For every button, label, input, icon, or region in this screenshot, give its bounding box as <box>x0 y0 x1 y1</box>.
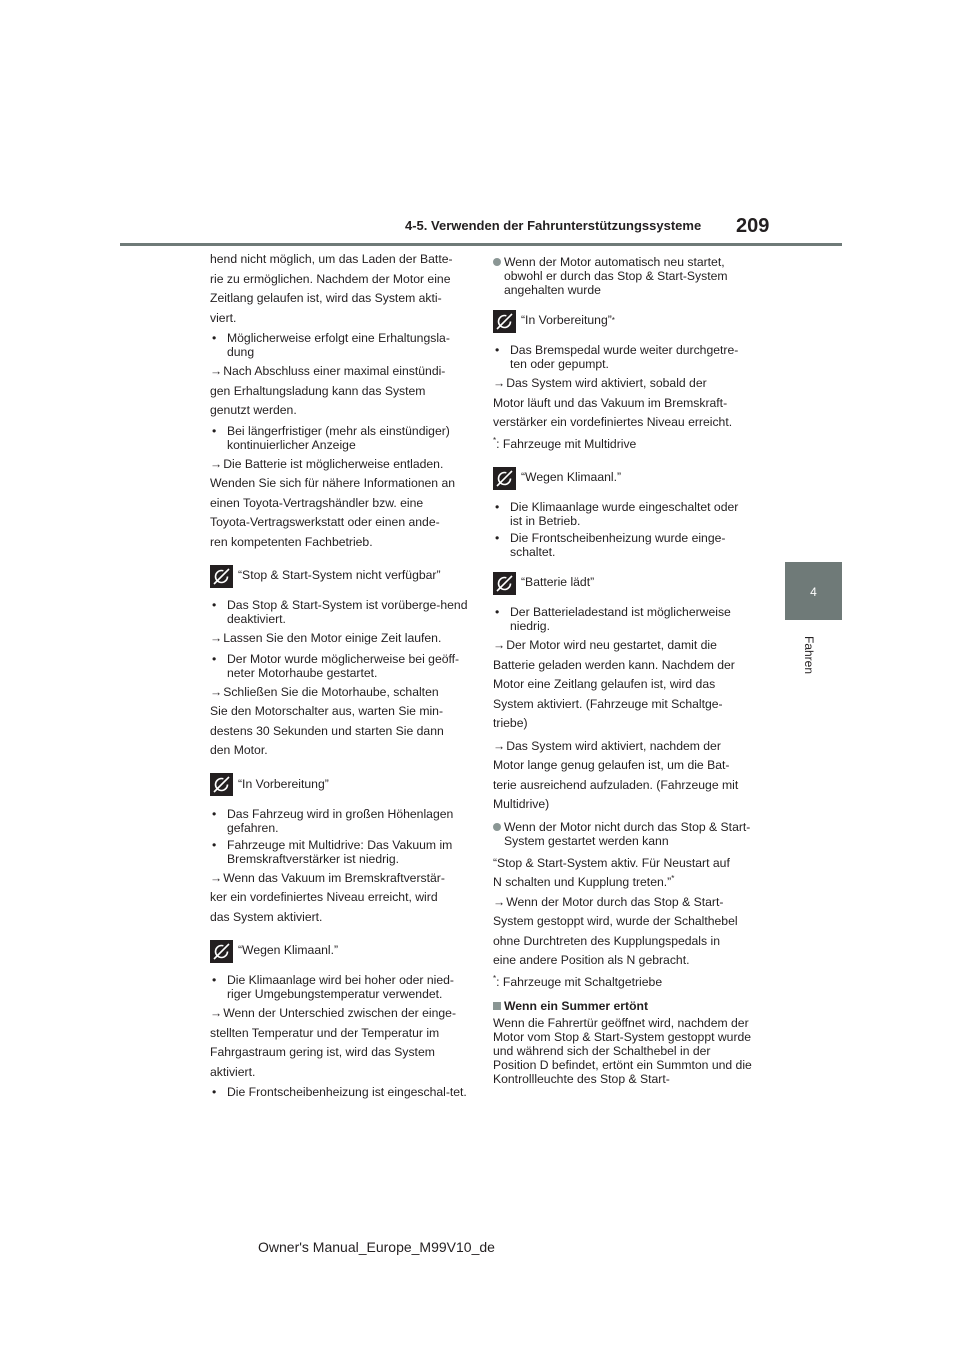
arrow-icon: → <box>210 456 223 471</box>
text-line: verstärker ein vordefiniertes Niveau erreicht. <box>493 415 733 429</box>
text-line: eine andere Position als N gebracht. <box>493 953 690 967</box>
paragraph: Wenn die Fahrertür geöffnet wird, nachdem der Motor vom Stop & Start-System gestoppt wurde und während sich der Schalthebel in der Position D befindet, ertönt ein Summton und die Kontrollleuchte des Stop & Start- <box>493 1016 752 1086</box>
text-line: Fahrgastraum gering ist, wird das System <box>210 1045 435 1059</box>
text-line: gen Erhaltungsladung kann das System <box>210 383 426 398</box>
arrow-line: →Wenn das Vakuum im Bremskraftverstär- <box>210 870 445 885</box>
text-line: System aktiviert. (Fahrzeuge mit Schaltge- <box>493 696 723 711</box>
arrow-icon: → <box>210 364 223 378</box>
indicator-message <box>493 571 753 595</box>
arrow-line: →Wenn der Unterschied zwischen der einge- <box>210 1006 456 1020</box>
arrow-icon: → <box>210 684 223 699</box>
arrow-line: →Der Motor wird neu gestartet, damit die <box>493 638 717 652</box>
arrow-line: →Nach Abschluss einer maximal einstündi- <box>210 364 446 378</box>
stop-start-off-icon <box>210 940 233 963</box>
chapter-label: Fahren <box>802 636 816 675</box>
page-number: 209 <box>736 215 770 237</box>
text-line: System gestoppt wird, wurde der Schalthebel <box>493 914 738 928</box>
text-line: genutzt werden. <box>210 403 297 417</box>
indicator-text: “Wegen Klimaanl.” <box>238 943 339 958</box>
text-line: aktiviert. <box>210 1064 256 1079</box>
indicator-text: “Stop & Start-System nicht verfügbar” <box>238 568 441 583</box>
arrow-line: →Lassen Sie den Motor einige Zeit laufen. <box>210 631 442 645</box>
footnote: *: Fahrzeuge mit Schaltgetriebe <box>493 973 663 989</box>
indicator-text: “In Vorbereitung” <box>238 776 329 791</box>
bullet-item: • Der Motor wurde möglicherweise bei geöff-neter Motorhaube gestartet. <box>210 652 470 680</box>
indicator-message: “In Vorbereitung” * <box>493 309 753 333</box>
text-line: Toyota-Vertragswerkstatt oder einen ande- <box>210 515 440 529</box>
text-line: triebe) <box>493 716 528 730</box>
bullet-item: • Das Stop & Start-System ist vorüberge-hend deaktiviert. <box>210 598 470 626</box>
indicator-message <box>493 466 753 490</box>
footnote-star: * <box>671 873 675 883</box>
text-line: ohne Durchtreten des Kupplungspedals in <box>493 933 720 948</box>
text-line: stellten Temperatur und der Temperatur im <box>210 1025 440 1040</box>
arrow-line: →Das System wird aktiviert, nachdem der <box>493 738 721 753</box>
text-line: Multidrive) <box>493 797 550 811</box>
text-line: terie ausreichend aufzuladen. (Fahrzeuge mit <box>493 777 739 792</box>
text-line: ker ein vordefiniertes Niveau erreicht, wird <box>210 890 438 904</box>
chapter-tab[interactable] <box>785 562 842 620</box>
text-line: N schalten und Kupplung treten.”* <box>493 873 675 889</box>
bullet-item: • Die Frontscheibenheizung wurde einge-schaltet. <box>493 531 753 559</box>
bullet-item: • Möglicherweise erfolgt eine Erhaltungsla-dung <box>210 331 470 359</box>
text-line: hend nicht möglich, um das Laden der Batte- <box>210 252 453 266</box>
bullet-item: • Das Bremspedal wurde weiter durchgetre-ten oder gepumpt. <box>493 343 753 371</box>
text-line: einen Toyota-Vertragshändler bzw. eine <box>210 495 424 510</box>
text-line: Sie den Motorschalter aus, warten Sie min- <box>210 704 444 718</box>
text-line: Motor lange genug gelaufen ist, um die Bat- <box>493 758 730 772</box>
indicator-message <box>210 564 470 588</box>
chapter-number: 4 <box>810 585 817 599</box>
subsection-heading: Wenn ein Summer ertönt <box>493 998 753 1014</box>
bullet-item: • Bei längerfristiger (mehr als einstündiger) kontinuierlicher Anzeige <box>210 424 470 452</box>
text-line: viert. <box>210 310 237 325</box>
stop-start-off-icon <box>493 310 516 333</box>
stop-start-off-icon <box>210 565 233 588</box>
arrow-line: →Schließen Sie die Motorhaube, schalten <box>210 684 439 699</box>
text-line: rie zu ermöglichen. Nachdem der Motor eine <box>210 271 451 286</box>
text-line: Motor läuft und das Vakuum im Bremskraft- <box>493 395 728 410</box>
arrow-icon: → <box>493 738 506 753</box>
stop-start-off-icon <box>210 773 233 796</box>
indicator-text: “In Vorbereitung” <box>521 313 612 328</box>
text-line: destens 30 Sekunden und starten Sie dann <box>210 723 444 738</box>
condition-item: Wenn der Motor automatisch neu startet, obwohl er durch das Stop & Start-System angehalten wurde <box>493 255 753 297</box>
text-line: Motor eine Zeitlang gelaufen ist, wird das <box>493 677 716 691</box>
arrow-icon: → <box>210 1006 223 1020</box>
arrow-line: →Wenn der Motor durch das Stop & Start- <box>493 894 724 909</box>
right-column <box>493 250 753 1086</box>
arrow-icon: → <box>493 638 506 652</box>
arrow-icon: → <box>493 894 506 909</box>
text-line: ren kompetenten Fachbetrieb. <box>210 534 373 549</box>
arrow-icon: → <box>210 870 223 885</box>
header-rule <box>120 243 842 246</box>
footer-text: Owner's Manual_Europe_M99V10_de <box>258 1239 495 1255</box>
text-line: Batterie geladen werden kann. Nachdem der <box>493 657 735 672</box>
bullet-item: • Der Batterieladestand ist möglicherweise niedrig. <box>493 605 753 633</box>
arrow-icon: → <box>210 631 223 645</box>
stop-start-off-icon <box>493 572 516 595</box>
bullet-item: • Die Frontscheibenheizung ist eingeschal-tet. <box>210 1085 470 1099</box>
bullet-item: • Die Klimaanlage wurde eingeschaltet oder ist in Betrieb. <box>493 500 753 528</box>
arrow-icon: → <box>493 376 506 390</box>
indicator-text: “Batterie lädt” <box>521 575 595 590</box>
stop-start-off-icon <box>493 467 516 490</box>
bullet-item: • Das Fahrzeug wird in großen Höhenlagen gefahren. <box>210 807 470 835</box>
bullet-item: • Fahrzeuge mit Multidrive: Das Vakuum im Bremskraftverstärker ist niedrig. <box>210 838 470 866</box>
text-line: Wenden Sie sich für nähere Informationen an <box>210 476 456 490</box>
left-column <box>210 250 470 1102</box>
indicator-text: “Wegen Klimaanl.” <box>521 470 622 485</box>
text-line: das System aktiviert. <box>210 909 323 924</box>
text-line: Zeitlang gelaufen ist, wird das System akti- <box>210 291 442 305</box>
section-title: 4-5. Verwenden der Fahrunterstützungssysteme <box>405 218 702 233</box>
indicator-message <box>210 939 470 963</box>
footnote: *: Fahrzeuge mit Multidrive <box>493 435 637 451</box>
arrow-line: →Das System wird aktiviert, sobald der <box>493 376 707 390</box>
condition-item: Wenn der Motor nicht durch das Stop & Start-System gestartet werden kann <box>493 820 753 848</box>
indicator-message <box>210 773 470 797</box>
text-line: den Motor. <box>210 743 268 757</box>
bullet-item: • Die Klimaanlage wird bei hoher oder nied-riger Umgebungstemperatur verwendet. <box>210 973 470 1001</box>
arrow-line: →Die Batterie ist möglicherweise entladen. <box>210 456 444 471</box>
text-line: “Stop & Start-System aktiv. Für Neustart auf <box>493 855 730 870</box>
